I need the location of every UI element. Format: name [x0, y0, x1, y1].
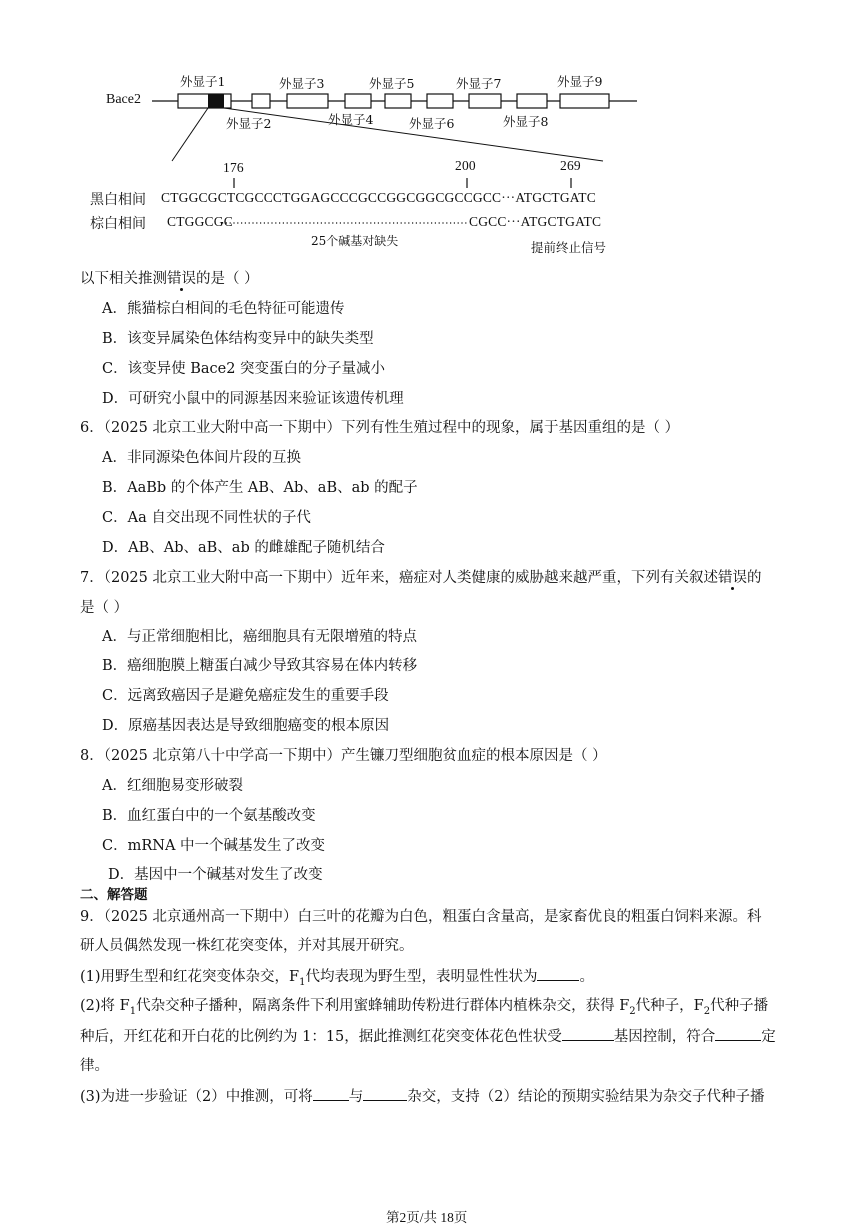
q6-option-d[interactable]: D．AB、Ab、aB、ab 的雌雄配子随机结合 [102, 540, 385, 556]
q8-option-c[interactable]: C．mRNA 中一个碱基发生了改变 [102, 838, 326, 854]
row2-sequence-end: CGCC···ATGCTGATC [469, 214, 602, 229]
q7-stem-emphasis: 错误 [717, 570, 747, 586]
q5-option-d[interactable]: D．可研究小鼠中的同源基因来验证该遗传机理 [102, 391, 404, 407]
exon-4-label: 外显子4 [328, 112, 374, 127]
q9-p2-c: 代种子，F [635, 998, 704, 1014]
row2-label: 棕白相间 [90, 216, 146, 232]
q9-p2-sub3: 2 [703, 1005, 711, 1017]
exon-4-box [345, 94, 371, 108]
gene-label: Bace2 [106, 92, 141, 107]
q6-option-a[interactable]: A．非同源染色体间片段的互换 [102, 450, 301, 466]
q9-stem-line1: 9．（2025 北京通州高一下期中）白三叶的花瓣为白色，粗蛋白含量高，是家畜优良的粗蛋白饲料来源。科 [80, 909, 762, 925]
exon-9-box [560, 94, 609, 108]
exon-2-box [252, 94, 270, 108]
q8-option-a[interactable]: A．红细胞易变形破裂 [102, 778, 243, 794]
q8-stem: 8．（2025 北京第八十中学高一下期中）产生镰刀型细胞贫血症的根本原因是（ ） [80, 748, 607, 764]
q9-p3-blank1[interactable] [313, 1086, 349, 1101]
q9-p3-b: 与 [348, 1089, 364, 1105]
q7-option-c[interactable]: C．远离致癌因子是避免癌症发生的重要手段 [102, 688, 389, 704]
exon-8-label: 外显子8 [503, 114, 549, 129]
row2-sequence-start: CTGGCGC [167, 214, 233, 229]
q9-part2-line3: 律。 [80, 1058, 109, 1074]
exon-6-label: 外显子6 [409, 116, 455, 131]
q9-p1-blank[interactable] [537, 966, 579, 981]
section-heading: 二、解答题 [80, 887, 148, 903]
exon-5-box [385, 94, 411, 108]
row1-sequence: CTGGCGCTCGCCCTGGAGCCCGCCGGCGGCGCCGCC···ATGCTGATC [161, 190, 596, 205]
exon-9-label: 外显子9 [557, 74, 603, 89]
q7-stem-pre: 7．（2025 北京工业大附中高一下期中）近年来，癌症对人类健康的威胁越来越严重，下列有关叙述 [80, 570, 718, 586]
q9-part2-line2 [80, 1026, 776, 1047]
q9-p3-blank2[interactable] [363, 1086, 407, 1101]
q5-stem-pre: 以下相关推测 [80, 271, 167, 287]
q6-option-c[interactable]: C．Aa 自交出现不同性状的子代 [102, 510, 311, 526]
exon-7-box [469, 94, 501, 108]
exon-1-label: 外显子1 [180, 74, 226, 89]
deletion-note: 25个碱基对缺失 [311, 234, 399, 248]
q5-stem-post: 的是（ ） [196, 271, 259, 287]
q9-p1-pre: (1)用野生型和红花突变体杂交，F [80, 969, 300, 985]
q9-p2-line2-c: 定 [761, 1029, 776, 1045]
exon-1-deletion-mark [208, 94, 224, 108]
q9-part3 [80, 1086, 765, 1107]
q9-p2-d: 代种子播 [710, 998, 769, 1014]
q7-option-a[interactable]: A．与正常细胞相比，癌细胞具有无限增殖的特点 [102, 629, 417, 645]
exon-8-box [517, 94, 547, 108]
stop-signal-note: 提前终止信号 [531, 240, 607, 255]
exon-2-label: 外显子2 [226, 116, 272, 131]
row1-label: 黑白相间 [90, 192, 146, 208]
q9-p2-line2-b: 基因控制，符合 [613, 1029, 716, 1045]
q5-option-c[interactable]: C．该变异使 Bace2 突变蛋白的分子量减小 [102, 361, 386, 377]
position-200: 200 [455, 158, 476, 173]
q6-stem: 6．（2025 北京工业大附中高一下期中）下列有性生殖过程中的现象，属于基因重组的是（ ） [80, 420, 680, 436]
q9-p2-a: (2)将 F [80, 998, 130, 1014]
exon-3-box [287, 94, 328, 108]
q9-p3-c: 杂交，支持（2）结论的预期实验结果为杂交子代种子播 [407, 1089, 765, 1105]
q8-option-d[interactable]: D．基因中一个碱基对发生了改变 [108, 867, 323, 883]
exon-7-label: 外显子7 [456, 76, 502, 91]
q7-stem-line2: 是（ ） [80, 600, 129, 616]
zoom-line-left [172, 108, 208, 161]
q9-p2-blank1[interactable] [562, 1026, 614, 1041]
q5-stem-emphasis: 错误 [167, 271, 196, 287]
position-269: 269 [560, 158, 581, 173]
q7-stem-post: 的 [746, 570, 762, 586]
q9-p1-post: 。 [579, 969, 594, 985]
q9-p2-sub2: 2 [629, 1005, 636, 1017]
q9-part2-line1 [80, 996, 768, 1022]
position-176: 176 [223, 160, 244, 175]
q5-stem [80, 269, 259, 289]
q9-p2-b: 代杂交种子播种，隔离条件下利用蜜蜂辅助传粉进行群体内植株杂交，获得 F [136, 998, 630, 1014]
q8-option-b[interactable]: B．血红蛋白中的一个氨基酸改变 [102, 808, 316, 824]
q9-p3-a: (3)为进一步验证（2）中推测，可将 [80, 1089, 313, 1105]
q9-p1-sub: 1 [299, 976, 306, 988]
q7-option-d[interactable]: D．原癌基因表达是导致细胞癌变的根本原因 [102, 718, 390, 734]
q9-p2-sub1: 1 [129, 1005, 137, 1017]
q6-option-b[interactable]: B．AaBb 的个体产生 AB、Ab、aB、ab 的配子 [102, 480, 418, 496]
q5-option-b[interactable]: B．该变异属染色体结构变异中的缺失类型 [102, 331, 374, 347]
exon-6-box [427, 94, 453, 108]
exon-5-label: 外显子5 [369, 76, 415, 91]
q5-option-a[interactable]: A．熊猫棕白相间的毛色特征可能遗传 [102, 301, 345, 317]
q9-part1 [80, 966, 594, 993]
q7-stem-line1 [80, 568, 761, 588]
q9-p1-mid: 代均表现为野生型，表明显性性状为 [305, 969, 538, 985]
q9-p2-line2-a: 种后，开红花和开白花的比例约为 1：15，据此推测红花突变体花色性状受 [80, 1029, 562, 1045]
exon-3-label: 外显子3 [279, 76, 325, 91]
q9-p2-blank2[interactable] [715, 1026, 761, 1041]
q9-stem-line2: 研人员偶然发现一株红花突变体，并对其展开研究。 [80, 938, 414, 954]
page-footer: 第2页/共 18页 [386, 1210, 468, 1225]
q7-option-b[interactable]: B．癌细胞膜上糖蛋白减少导致其容易在体内转移 [102, 658, 418, 674]
